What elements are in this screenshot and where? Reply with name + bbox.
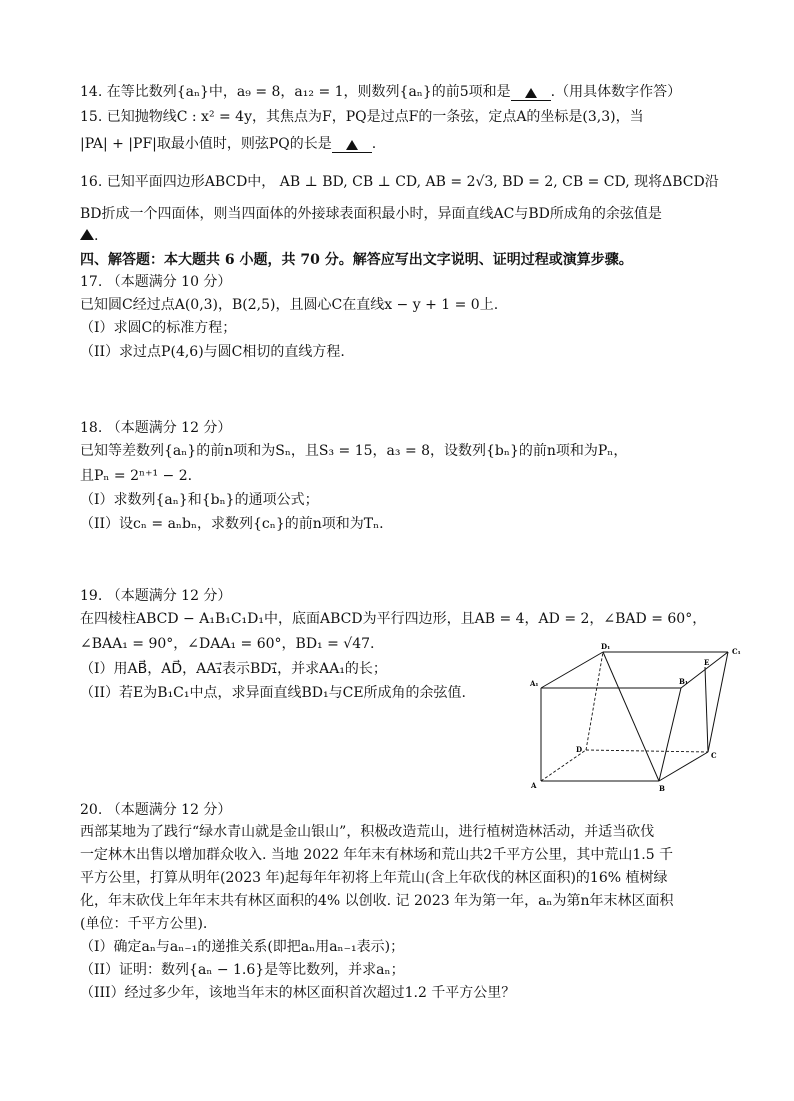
question-17-part2: （II）求过点P(4,6)与圆C相切的直线方程. [80, 344, 345, 360]
question-19-line1: 在四棱柱ABCD − A₁B₁C₁D₁中，底面ABCD为平行四边形，且AB = 4，AD = 2，∠BAD = 60°， [80, 611, 707, 627]
question-17-line1: 已知圆C经过点A(0,3)，B(2,5)，且圆心C在直线x − y + 1 = 0上. [80, 297, 499, 313]
label-A: A [531, 781, 537, 790]
question-18-part2: （II）设cₙ = aₙbₙ，求数列{cₙ}的前n项和为Tₙ. [80, 516, 384, 532]
question-20-line2: 一定林木出售以增加群众收入. 当地 2022 年年末有林场和荒山共2千平方公里，其中荒山1.5 千 [80, 847, 674, 863]
label-C1: C₁ [732, 647, 741, 656]
triangle-icon [80, 229, 94, 240]
prism-diagram [528, 640, 748, 795]
triangle-icon [525, 88, 537, 98]
question-18-head: 18. （本题满分 12 分） [80, 420, 232, 436]
question-20-line3: 平方公里，打算从明年(2023 年)起每年年初将上年荒山(含上年砍伐的林区面积)的16% 植树绿 [80, 870, 668, 886]
question-14-note: .（用具体数字作答） [550, 84, 682, 100]
question-19-head: 19. （本题满分 12 分） [80, 588, 232, 604]
question-15-line1: 15. 已知抛物线C : x² = 4y，其焦点为F，PQ是过点F的一条弦，定点A的坐标是(3,3)，当 [80, 109, 644, 125]
question-14-text: 14. 在等比数列{aₙ}中，a₉ = 8，a₁₂ = 1，则数列{aₙ}的前5项和是 [80, 84, 511, 100]
question-14 [80, 82, 720, 102]
prism-figure [528, 640, 748, 795]
question-15-line2 [80, 134, 720, 154]
question-17-part1: （I）求圆C的标准方程； [80, 320, 237, 336]
question-15-text: |PA| + |PF|取最小值时，则弦PQ的长是 [80, 136, 332, 152]
question-20-part2: （II）证明：数列{aₙ − 1.6}是等比数列，并求aₙ； [80, 962, 405, 978]
question-16-line2: BD折成一个四面体，则当四面体的外接球表面积最小时，异面直线AC与BD所成角的余弦值是 [80, 206, 662, 222]
question-19-part1: （I）用AB⃗，AD⃗，AA₁⃗表示BD₁⃗，并求AA₁的长； [80, 661, 387, 677]
answer-blank [511, 84, 551, 101]
question-20-line5: (单位：千平方公里). [80, 916, 208, 932]
label-D: D [576, 745, 583, 754]
question-15-end: . [371, 136, 377, 152]
question-20-head: 20. （本题满分 12 分） [80, 802, 232, 818]
question-18-line2: 且Pₙ = 2ⁿ⁺¹ − 2. [80, 468, 193, 484]
question-20-line1: 西部某地为了践行“绿水青山就是金山银山”，积极改造荒山，进行植树造林活动，并适当砍伐 [80, 824, 655, 840]
question-18-part1: （I）求数列{aₙ}和{bₙ}的通项公式； [80, 492, 319, 508]
question-19-line2: ∠BAA₁ = 90°，∠DAA₁ = 60°，BD₁ = √47. [80, 636, 375, 652]
label-D1: D₁ [601, 642, 611, 651]
label-C: C [711, 751, 717, 760]
question-20-part1: （I）确定aₙ与aₙ₋₁的递推关系(即把aₙ用aₙ₋₁表示)； [80, 939, 405, 955]
label-B1: B₁ [679, 677, 688, 686]
question-16-line1: 16. 已知平面四边形ABCD中， AB ⊥ BD, CB ⊥ CD, AB = 2√3, BD = 2, CB = CD, 现将ΔBCD沿 [80, 174, 719, 190]
triangle-icon [346, 140, 358, 150]
question-16-line3 [80, 226, 720, 246]
label-E: E [704, 658, 710, 667]
question-17-head: 17. （本题满分 10 分） [80, 274, 232, 290]
question-18-line1: 已知等差数列{aₙ}的前n项和为Sₙ，且S₃ = 15，a₃ = 8，设数列{bₙ}的前n项和为Pₙ， [80, 443, 628, 459]
question-19-part2: （II）若E为B₁C₁中点，求异面直线BD₁与CE所成角的余弦值. [80, 685, 467, 701]
question-20-line4: 化，年末砍伐上年年末共有林区面积的4% 以创收. 记 2023 年为第一年，aₙ为第n年末林区面积 [80, 893, 674, 909]
section-4-heading: 四、解答题：本大题共 6 小题，共 70 分。解答应写出文字说明、证明过程或演算步骤。 [80, 252, 633, 268]
question-16-end: . [94, 228, 99, 244]
label-B: B [659, 784, 665, 793]
label-A1: A₁ [530, 679, 539, 688]
answer-blank [332, 136, 372, 153]
question-20-part3: （III）经过多少年，该地当年末的林区面积首次超过1.2 千平方公里？ [80, 985, 516, 1001]
